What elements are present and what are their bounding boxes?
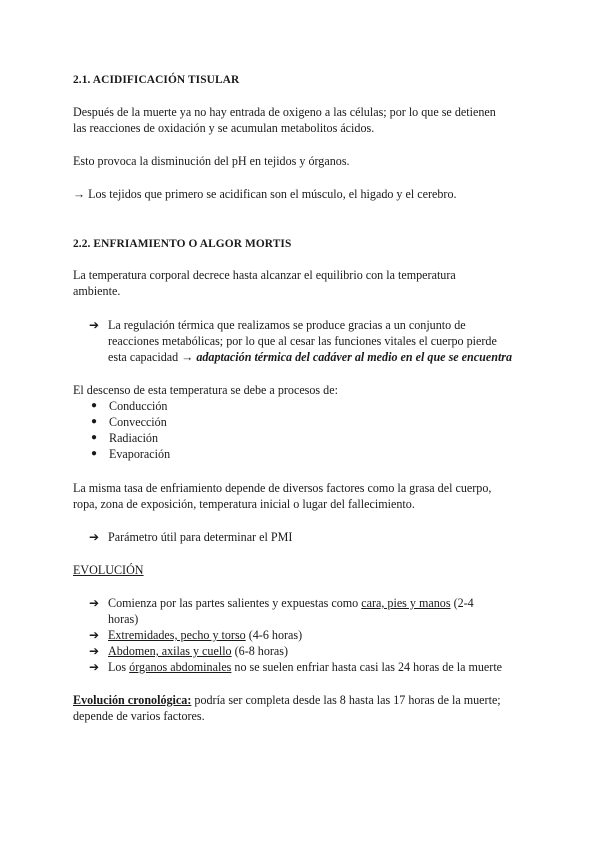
arrow-item-evo-2 [89, 627, 529, 643]
bullet-icon: ● [91, 432, 98, 443]
list-item [89, 430, 158, 446]
paragraph-ph: Esto provoca la disminución del pH en tejidos y órganos. [73, 154, 350, 168]
plain-text: (6-8 horas) [231, 644, 289, 658]
section-heading-acidificacion: 2.1. ACIDIFICACIÓN TISULAR [73, 74, 240, 86]
list-item [89, 446, 170, 462]
arrow-item-evo-4 [89, 659, 529, 675]
list-item-text: Conducción [109, 399, 168, 413]
paragraph-line: las reacciones de oxidación y se acumulan metabolitos ácidos. [73, 121, 375, 135]
plain-text: (4-6 horas) [245, 628, 303, 642]
list-item [89, 414, 167, 430]
list-item-text [108, 627, 529, 643]
plain-text: Los [108, 660, 130, 674]
arrow-bullet-icon: ➔ [89, 628, 100, 642]
list-item-text: Convección [109, 415, 167, 429]
paragraph-oxidacion [73, 104, 533, 136]
plain-text: (2-4 [450, 596, 474, 610]
list-item-text [108, 659, 529, 675]
bullet-icon: ● [91, 400, 98, 411]
arrow-item-regulacion [89, 317, 529, 365]
underlined-text: Extremidades, pecho y torso [108, 628, 246, 642]
paragraph-tasa [73, 480, 533, 512]
arrow-item-evo-3 [89, 643, 529, 659]
evolucion-subheading: EVOLUCIÓN [73, 563, 144, 577]
list-item-line [108, 349, 529, 365]
list-item-text [108, 317, 529, 365]
arrow-bullet-icon: ➔ [89, 660, 100, 674]
list-item-line: reacciones metabólicas; por lo que al cesar las funciones vitales el cuerpo pierde [108, 334, 497, 348]
arrow-item-pmi [89, 529, 529, 545]
list-item-line: horas) [108, 612, 139, 626]
paragraph-line: La temperatura corporal decrece hasta alcanzar el equilibrio con la temperatura [73, 268, 456, 282]
arrow-item-evo-1 [89, 595, 529, 627]
paragraph-cronologica [73, 692, 533, 724]
paragraph-tejidos: → Los tejidos que primero se acidifican son el músculo, el higado y el cerebro. [73, 187, 457, 201]
plain-text: esta capacidad [108, 350, 182, 364]
list-item-text: Radiación [109, 431, 159, 445]
arrow-bullet-icon: ➔ [89, 318, 100, 332]
arrow-bullet-icon: ➔ [89, 596, 100, 610]
paragraph-temperatura [73, 267, 533, 299]
plain-text: Comienza por las partes salientes y expuestas como [108, 596, 362, 610]
bullet-icon: ● [91, 448, 98, 459]
list-item-line: La regulación térmica que realizamos se produce gracias a un conjunto de [108, 318, 466, 332]
underlined-text: cara, pies y manos [361, 596, 451, 610]
list-item-text: Evaporación [109, 447, 171, 461]
list-item-text [108, 643, 529, 659]
bullet-icon: ● [91, 416, 98, 427]
paragraph-descenso: El descenso de esta temperatura se debe a procesos de: [73, 383, 338, 397]
underlined-text: Abdomen, axilas y cuello [108, 644, 232, 658]
list-item-line [108, 595, 529, 611]
bold-underlined-label: Evolución cronológica: [73, 693, 192, 707]
plain-text: podría ser completa desde las 8 hasta las 17 horas de la muerte; [191, 693, 501, 707]
paragraph-line: La misma tasa de enfriamiento depende de diversos factores como la grasa del cuerpo, [73, 481, 492, 495]
paragraph-line [73, 692, 533, 708]
plain-text: no se suelen enfriar hasta casi las 24 horas de la muerte [231, 660, 503, 674]
list-item [89, 398, 167, 414]
arrow-bullet-icon: ➔ [89, 644, 100, 658]
emphasis-text: → adaptación térmica del cadáver al medio en el que se encuentra [181, 350, 513, 364]
list-item-text: Parámetro útil para determinar el PMI [108, 530, 293, 544]
paragraph-line: ropa, zona de exposición, temperatura inicial o lugar del fallecimiento. [73, 497, 415, 511]
arrow-bullet-icon: ➔ [89, 530, 100, 544]
paragraph-line: ambiente. [73, 284, 121, 298]
paragraph-line: depende de varios factores. [73, 709, 205, 723]
section-heading-enfriamiento: 2.2. ENFRIAMIENTO O ALGOR MORTIS [73, 238, 292, 250]
underlined-text: órganos abdominales [129, 660, 232, 674]
list-item-text [108, 595, 529, 627]
paragraph-line: Después de la muerte ya no hay entrada de oxigeno a las células; por lo que se detienen [73, 105, 496, 119]
